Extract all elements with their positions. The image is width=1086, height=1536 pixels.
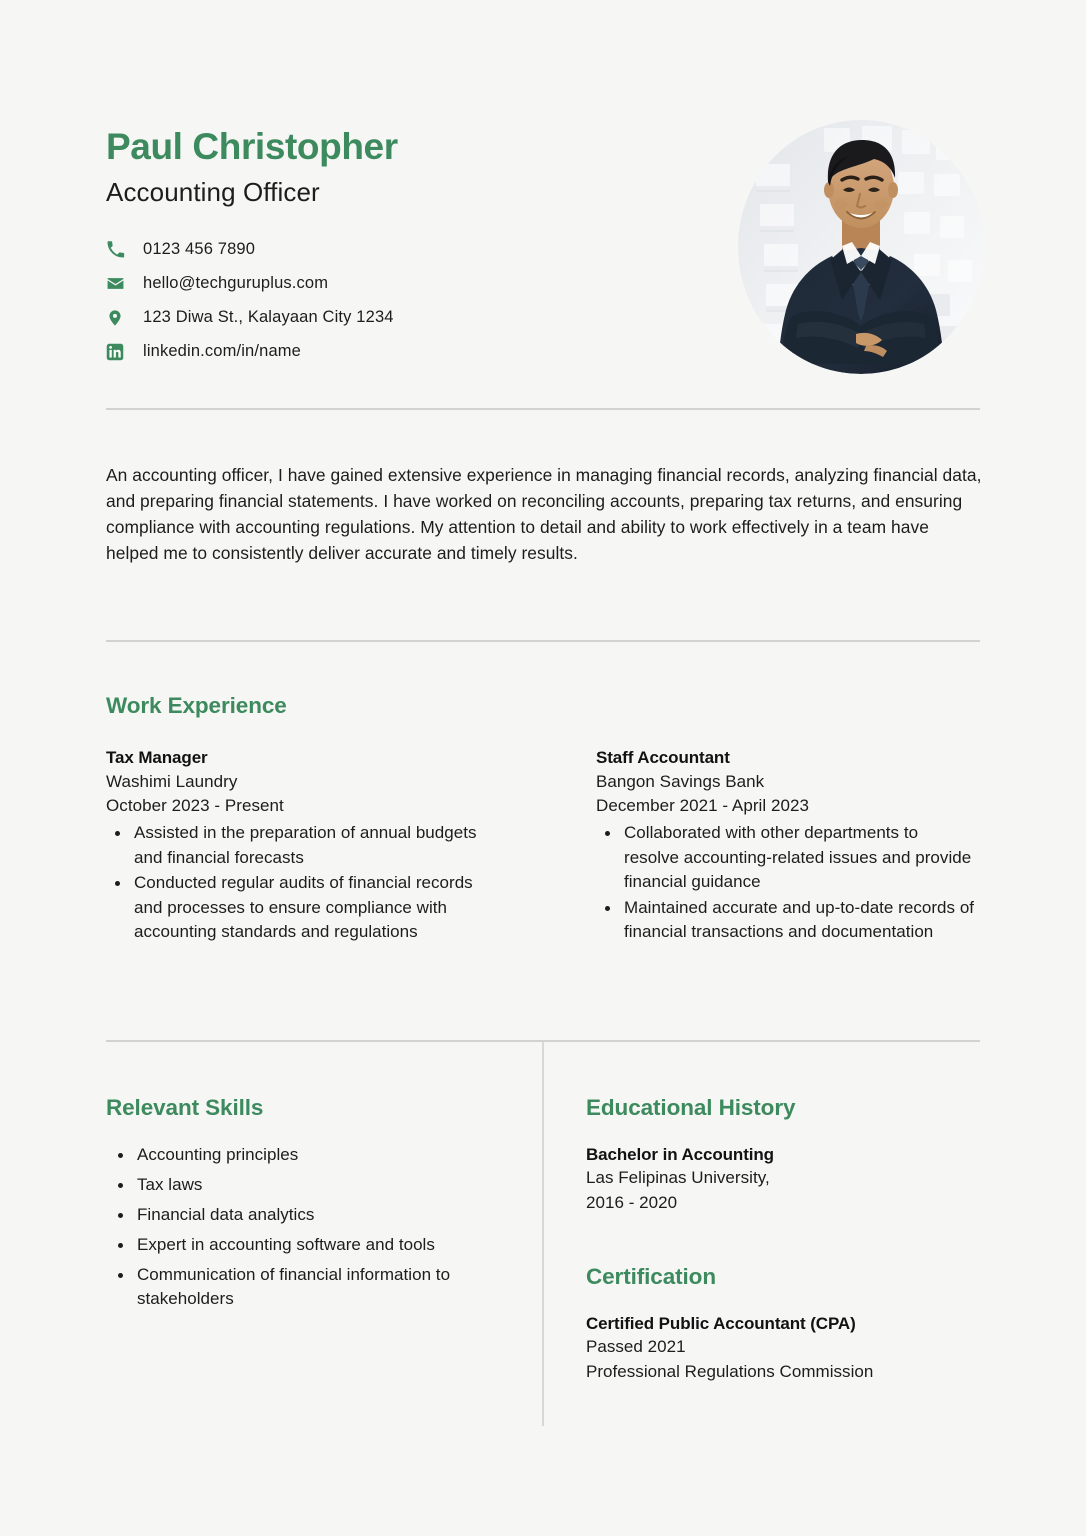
- job-dates: October 2023 - Present: [106, 795, 284, 815]
- list-item: Tax laws: [106, 1173, 506, 1197]
- contact-item-address[interactable]: [106, 301, 706, 335]
- list-item: Maintained accurate and up-to-date records of financial transactions and documentation: [596, 896, 976, 945]
- list-item: Accounting principles: [106, 1143, 506, 1167]
- header-text-block: [106, 126, 706, 369]
- contact-linkedin-text: linkedin.com/in/name: [143, 342, 301, 361]
- education-certification-column: [586, 1096, 986, 1384]
- school-name: Las Felipinas University,: [586, 1168, 770, 1188]
- job-role: Tax Manager: [106, 747, 208, 767]
- certification-issuer: Professional Regulations Commission: [586, 1361, 874, 1381]
- skills-list: [106, 1143, 506, 1312]
- page-title: Paul Christopher: [106, 126, 398, 167]
- education-section: [586, 1096, 986, 1215]
- list-item: Collaborated with other departments to resolve accounting-related issues and provide financial guidance: [596, 821, 976, 894]
- section-heading-certification: Certification: [586, 1264, 716, 1290]
- work-experience-section: [106, 694, 986, 946]
- list-item: Expert in accounting software and tools: [106, 1233, 506, 1257]
- email-icon: [106, 273, 132, 295]
- profile-photo: [738, 120, 984, 374]
- resume-header: [106, 126, 980, 386]
- contact-item-phone[interactable]: [106, 233, 706, 267]
- job-company: Washimi Laundry: [106, 771, 238, 791]
- divider-header: [106, 408, 980, 410]
- job-role: Staff Accountant: [596, 747, 730, 767]
- job-bullets: [106, 821, 486, 944]
- section-heading-educational-history: Educational History: [586, 1095, 796, 1120]
- contact-phone-text: 0123 456 7890: [143, 240, 256, 259]
- professional-summary: An accounting officer, I have gained extensive experience in managing financial records, analyzing financial data, and preparing financial statements. I have worked on reconciling accounts, preparing tax returns, and ensuring compliance with accounting regulations. My attention to detail and ability to work effectively in a team have helped me to consistently deliver accurate and timely results.: [106, 465, 982, 563]
- certification-entry: [586, 1312, 986, 1384]
- job-bullets: [596, 821, 976, 944]
- work-entry-staff-accountant: [596, 747, 976, 946]
- contact-list: [106, 233, 706, 369]
- list-item: Assisted in the preparation of annual budgets and financial forecasts: [106, 821, 486, 870]
- certification-status: Passed 2021: [586, 1337, 686, 1357]
- contact-address-text: 123 Diwa St., Kalayaan City 1234: [143, 308, 394, 327]
- degree-title: Bachelor in Accounting: [586, 1144, 774, 1164]
- divider-vertical-bottom: [542, 1042, 544, 1426]
- work-entry-tax-manager: [106, 747, 486, 946]
- section-heading-relevant-skills: Relevant Skills: [106, 1095, 264, 1120]
- contact-email-text: hello@techguruplus.com: [143, 274, 329, 293]
- certification-title: Certified Public Accountant (CPA): [586, 1313, 856, 1333]
- education-entry: [586, 1143, 986, 1215]
- job-title: Accounting Officer: [106, 177, 320, 208]
- job-company: Bangon Savings Bank: [596, 771, 765, 791]
- location-pin-icon: [106, 307, 132, 329]
- education-years: 2016 - 2020: [586, 1192, 678, 1212]
- relevant-skills-section: [106, 1096, 506, 1318]
- job-dates: December 2021 - April 2023: [596, 795, 809, 815]
- divider-summary: [106, 640, 980, 642]
- section-heading-work-experience: Work Experience: [106, 693, 287, 718]
- list-item: Communication of financial information to stakeholders: [106, 1263, 506, 1311]
- certification-section: [586, 1265, 986, 1384]
- list-item: Financial data analytics: [106, 1203, 506, 1227]
- contact-item-email[interactable]: [106, 267, 706, 301]
- phone-icon: [106, 239, 132, 261]
- list-item: Conducted regular audits of financial records and processes to ensure compliance with accounting standards and regulations: [106, 871, 486, 944]
- linkedin-icon: [106, 341, 132, 363]
- contact-item-linkedin[interactable]: [106, 335, 706, 369]
